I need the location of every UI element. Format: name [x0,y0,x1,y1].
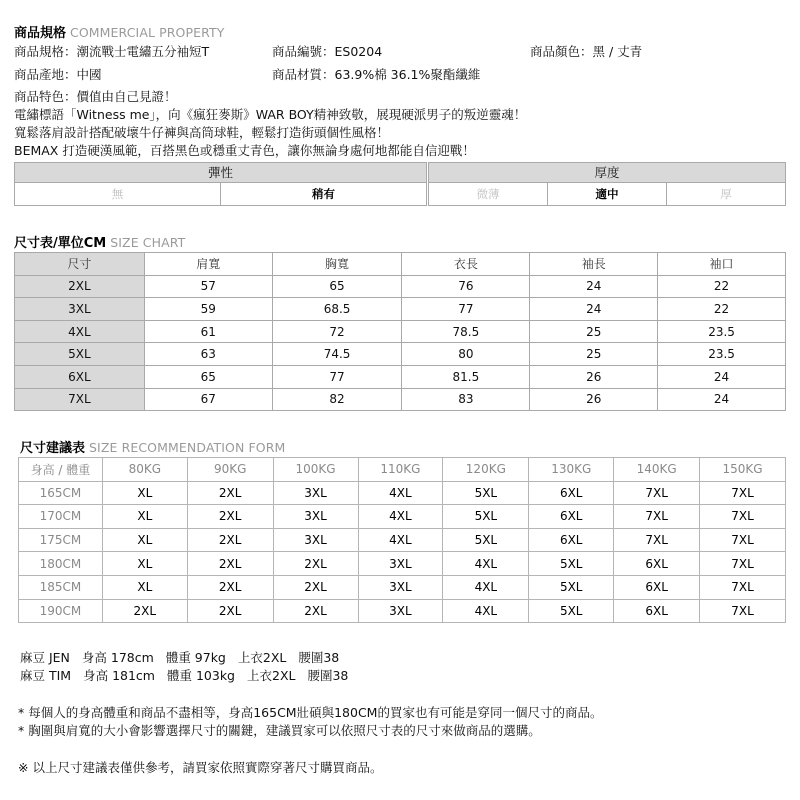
size-value-cell: 25 [530,320,658,343]
size-value-cell: 22 [658,298,786,321]
recommended-size-cell: 2XL [187,505,273,529]
recommendation-row [19,481,786,505]
size-value-cell: 26 [530,388,658,411]
recommendation-header: 150KG [700,458,786,482]
thickness-label: 厚度 [429,163,785,183]
size-value-cell: 68.5 [272,298,402,321]
size-value-cell: 81.5 [402,365,530,388]
size-label-cell: 6XL [15,365,145,388]
model-height: 身高 178cm [81,650,154,665]
size-value-cell: 65 [144,365,272,388]
recommended-size-cell: 2XL [187,575,273,599]
size-value-cell: 25 [530,343,658,366]
size-chart-table [14,252,786,411]
recommendation-heading-en: SIZE RECOMMENDATION FORM [89,440,286,455]
model-weight: 體重 97kg [165,650,226,665]
size-value-cell: 78.5 [402,320,530,343]
recommended-size-cell: 6XL [529,505,614,529]
recommended-size-cell: 3XL [358,575,443,599]
size-value-cell: 61 [144,320,272,343]
product-desc-1: 電繡標語「Witness me」，向《瘋狂麥斯》WAR BOY精神致敬，展現硬派男子的叛逆靈魂！ [14,107,527,122]
recommended-size-cell: 2XL [187,528,273,552]
size-chart-header-row [15,253,786,276]
recommendation-header: 80KG [102,458,187,482]
thickness-option-medium: 適中 [548,183,667,205]
product-spec: 商品規格：潮流戰士電繡五分袖短T [14,44,210,59]
recommended-size-cell: 2XL [187,552,273,576]
note-3: ※ 以上尺寸建議表僅供參考，請買家依照實際穿著尺寸購買商品。 [18,760,383,775]
recommended-size-cell: 5XL [443,481,529,505]
recommendation-row [19,552,786,576]
recommendation-row [19,528,786,552]
product-feature: 商品特色：價值由自己見證！ [14,89,177,104]
size-value-cell: 24 [530,298,658,321]
product-material: 商品材質：63.9%棉 36.1%聚酯纖維 [272,67,481,82]
size-value-cell: 24 [530,275,658,298]
recommendation-heading-cn: 尺寸建議表 [20,441,86,456]
recommended-size-cell: 3XL [273,528,358,552]
model-top-size: 上衣2XL [247,668,296,683]
recommendation-header: 90KG [187,458,273,482]
recommended-size-cell: 3XL [358,599,443,623]
recommended-size-cell: 7XL [614,481,700,505]
recommended-size-cell: 2XL [187,481,273,505]
recommended-size-cell: 2XL [187,599,273,623]
recommended-size-cell: 5XL [529,599,614,623]
model-waist: 腰圍38 [307,668,349,683]
recommended-size-cell: 5XL [529,552,614,576]
recommended-size-cell: 7XL [700,552,786,576]
recommended-size-cell: 7XL [614,505,700,529]
recommended-size-cell: 6XL [614,599,700,623]
size-chart-row [15,320,786,343]
recommendation-header-row [19,458,786,482]
size-chart-row [15,388,786,411]
recommendation-header: 100KG [273,458,358,482]
recommended-size-cell: 4XL [358,481,443,505]
note-1: * 每個人的身高體重和商品不盡相等，身高165CM壯碩與180CM的買家也有可能是穿同一個尺寸的商品。 [18,705,603,720]
size-chart-heading-cn: 尺寸表/單位CM [14,236,107,251]
size-value-cell: 63 [144,343,272,366]
recommended-size-cell: 4XL [358,505,443,529]
size-value-cell: 24 [658,365,786,388]
recommended-size-cell: 5XL [529,575,614,599]
size-value-cell: 57 [144,275,272,298]
recommended-size-cell: 6XL [529,481,614,505]
size-chart-row [15,275,786,298]
recommended-size-cell: XL [102,528,187,552]
size-value-cell: 80 [402,343,530,366]
recommendation-header: 120KG [443,458,529,482]
recommended-size-cell: 2XL [102,599,187,623]
product-desc-2: 寬鬆落肩設計搭配破壞牛仔褲與高筒球鞋，輕鬆打造街頭個性風格！ [14,125,390,140]
size-value-cell: 83 [402,388,530,411]
recommended-size-cell: 2XL [273,552,358,576]
size-value-cell: 72 [272,320,402,343]
model-info-tim [20,666,360,684]
recommended-size-cell: 4XL [358,528,443,552]
recommendation-header: 140KG [614,458,700,482]
recommendation-row [19,505,786,529]
recommended-size-cell: XL [102,575,187,599]
recommended-size-cell: 3XL [273,481,358,505]
size-value-cell: 22 [658,275,786,298]
model-name: 麻豆 JEN [20,650,70,665]
model-top-size: 上衣2XL [237,650,287,665]
recommendation-row [19,599,786,623]
product-code: 商品編號：ES0204 [272,44,383,59]
model-name: 麻豆 TIM [20,668,72,683]
size-label-cell: 7XL [15,388,145,411]
recommended-size-cell: 7XL [700,481,786,505]
model-info-jen [20,648,351,666]
size-value-cell: 74.5 [272,343,402,366]
recommended-size-cell: XL [102,552,187,576]
thickness-option-thin: 微薄 [429,183,548,205]
height-label-cell: 180CM [19,552,103,576]
size-chart-heading-en: SIZE CHART [110,235,186,250]
elasticity-label: 彈性 [15,163,426,183]
recommended-size-cell: 7XL [700,528,786,552]
note-2: * 胸圍與肩寬的大小會影響選擇尺寸的關鍵，建議買家可以依照尺寸表的尺寸來做商品的選購。 [18,723,541,738]
size-label-cell: 5XL [15,343,145,366]
product-heading-en: COMMERCIAL PROPERTY [70,25,225,40]
height-label-cell: 165CM [19,481,103,505]
height-label-cell: 175CM [19,528,103,552]
thickness-group [428,162,786,206]
recommendation-header: 110KG [358,458,443,482]
recommended-size-cell: 7XL [700,575,786,599]
recommended-size-cell: 2XL [273,575,358,599]
size-value-cell: 76 [402,275,530,298]
recommendation-heading [20,437,285,456]
size-chart-heading [14,232,185,251]
recommended-size-cell: 6XL [614,575,700,599]
size-label-cell: 4XL [15,320,145,343]
fabric-property-bar [14,162,786,206]
elasticity-option-none: 無 [15,183,221,205]
size-value-cell: 24 [658,388,786,411]
recommended-size-cell: 4XL [443,599,529,623]
size-chart-header: 袖口 [658,253,786,276]
size-value-cell: 77 [272,365,402,388]
size-label-cell: 2XL [15,275,145,298]
size-chart-row [15,298,786,321]
recommended-size-cell: 5XL [443,528,529,552]
size-chart-header: 衣長 [402,253,530,276]
product-origin: 商品產地：中國 [14,67,102,82]
size-chart-row [15,343,786,366]
size-value-cell: 67 [144,388,272,411]
product-color: 商品顏色：黑 / 丈青 [530,44,643,59]
size-value-cell: 82 [272,388,402,411]
elasticity-option-slight: 稍有 [312,187,335,201]
size-chart-row [15,365,786,388]
model-height: 身高 181cm [83,668,155,683]
recommended-size-cell: 7XL [614,528,700,552]
size-chart-header: 袖長 [530,253,658,276]
recommended-size-cell: XL [102,505,187,529]
size-chart-header: 尺寸 [15,253,145,276]
model-waist: 腰圍38 [298,650,340,665]
recommended-size-cell: XL [102,481,187,505]
recommended-size-cell: 3XL [358,552,443,576]
model-weight: 體重 103kg [166,668,235,683]
size-value-cell: 23.5 [658,343,786,366]
recommended-size-cell: 4XL [443,552,529,576]
size-recommendation-table [18,457,786,623]
product-heading-cn: 商品規格 [14,26,67,41]
thickness-option-thick: 厚 [720,187,732,201]
height-label-cell: 190CM [19,599,103,623]
recommended-size-cell: 4XL [443,575,529,599]
height-label-cell: 170CM [19,505,103,529]
size-chart-header: 胸寬 [272,253,402,276]
size-value-cell: 59 [144,298,272,321]
recommendation-row [19,575,786,599]
recommended-size-cell: 3XL [273,505,358,529]
size-chart-header: 肩寬 [144,253,272,276]
recommended-size-cell: 6XL [614,552,700,576]
recommended-size-cell: 2XL [273,599,358,623]
recommendation-header: 身高 / 體重 [19,458,103,482]
elasticity-group [14,162,427,206]
size-value-cell: 77 [402,298,530,321]
size-value-cell: 65 [272,275,402,298]
height-label-cell: 185CM [19,575,103,599]
recommendation-header: 130KG [529,458,614,482]
product-desc-3: BEMAX 打造硬漢風範，百搭黑色或穩重丈青色，讓你無論身處何地都能自信迎戰！ [14,143,475,158]
size-value-cell: 23.5 [658,320,786,343]
size-label-cell: 3XL [15,298,145,321]
product-section-heading [14,22,224,41]
size-value-cell: 26 [530,365,658,388]
recommended-size-cell: 6XL [529,528,614,552]
recommended-size-cell: 5XL [443,505,529,529]
recommended-size-cell: 7XL [700,505,786,529]
recommended-size-cell: 7XL [700,599,786,623]
